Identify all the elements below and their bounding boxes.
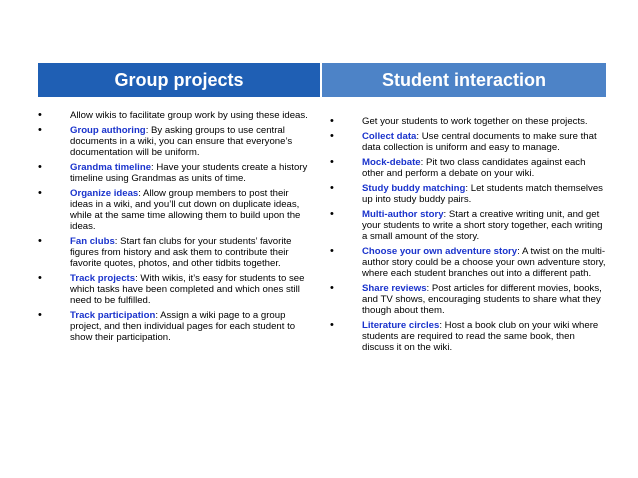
group-projects-title: Group projects	[114, 69, 244, 90]
list-item	[38, 188, 310, 232]
bullet-icon: •	[330, 245, 334, 257]
item-text: : Assign a wiki page to a group project, and then individual pages for each student to show their participation.	[70, 310, 296, 343]
bullet-icon: •	[330, 156, 334, 168]
item-keyword: Track projects	[70, 273, 136, 284]
bullet-icon: •	[38, 235, 42, 247]
item-text: : With wikis, it’s easy for students to see which tasks have been completed and which ones still need to be fulfilled.	[70, 273, 305, 306]
item-keyword: Multi-author story	[362, 209, 444, 220]
item-text: : Allow group members to post their ideas in a wiki, and you’ll cut down on duplicate ideas, while at the same time allowing them to build upon the ideas.	[70, 188, 301, 232]
bullet-icon: •	[330, 115, 334, 127]
bullet-icon: •	[38, 124, 42, 136]
bullet-icon: •	[330, 182, 334, 194]
item-keyword: Collect data	[362, 131, 417, 142]
list-item	[330, 157, 606, 179]
item-text: : Have your students create a history timeline using Grandmas as units of time.	[70, 162, 308, 184]
list-item	[330, 131, 606, 153]
item-text: : Host a book club on your wiki where students are required to read the same book, then discuss it on the wiki.	[362, 320, 599, 353]
item-text: Allow wikis to facilitate group work by using these ideas.	[70, 110, 308, 121]
bullet-icon: •	[330, 319, 334, 331]
item-keyword: Grandma timeline	[70, 162, 152, 173]
item-text: : Let students match themselves up into study buddy pairs.	[362, 183, 603, 205]
item-text: Get your students to work together on these projects.	[362, 116, 588, 127]
list-item	[330, 320, 606, 353]
list-item	[38, 273, 310, 306]
bullet-icon: •	[38, 161, 42, 173]
list-item	[330, 209, 606, 242]
list-item	[330, 183, 606, 205]
item-keyword: Fan clubs	[70, 236, 115, 247]
list-item	[38, 110, 310, 121]
bullet-icon: •	[38, 109, 42, 121]
student-interaction-title: Student interaction	[381, 69, 546, 90]
item-keyword: Group authoring	[70, 125, 146, 136]
bullet-icon: •	[38, 272, 42, 284]
list-item	[38, 310, 310, 343]
item-keyword: Share reviews	[362, 283, 427, 294]
item-text: : Start fan clubs for your students’ favorite figures from history and ask them to contribute their favorite quotes, photos, and other tidbits together.	[70, 236, 292, 269]
group-projects-header	[38, 63, 320, 97]
item-keyword: Study buddy matching	[362, 183, 466, 194]
item-keyword: Track participation	[70, 310, 156, 321]
item-text: : By asking groups to use central documents in a wiki, you can ensure that everyone’s documentation will be uniform.	[70, 125, 293, 158]
student-interaction-header	[322, 63, 606, 97]
item-text: : Pit two class candidates against each other and perform a debate on your wiki.	[362, 157, 586, 179]
item-keyword: Literature circles	[362, 320, 440, 331]
item-text: : Post articles for different movies, books, and TV shows, encouraging students to share what they though about them.	[362, 283, 602, 316]
item-keyword: Organize ideas	[70, 188, 139, 199]
bullet-icon: •	[330, 208, 334, 220]
list-item	[330, 246, 606, 279]
item-text: : Use central documents to make sure that data collection is uniform and easy to manage.	[362, 131, 597, 153]
bullet-icon: •	[38, 309, 42, 321]
item-text: : Start a creative writing unit, and get your students to write a short story together, each writing a small amount of the story.	[362, 209, 603, 242]
bullet-icon: •	[330, 130, 334, 142]
list-item	[38, 162, 310, 184]
item-keyword: Choose your own adventure story	[362, 246, 518, 257]
list-item	[38, 125, 310, 158]
item-keyword: Mock-debate	[362, 157, 421, 168]
bullet-icon: •	[38, 187, 42, 199]
group-projects-list	[38, 110, 310, 347]
student-interaction-list	[330, 116, 606, 357]
bullet-icon: •	[330, 282, 334, 294]
list-item	[330, 283, 606, 316]
item-text: : A twist on the multi-author story could be a choose your own adventure story, where each student branches out into a different path.	[362, 246, 606, 279]
list-item	[330, 116, 606, 127]
list-item	[38, 236, 310, 269]
